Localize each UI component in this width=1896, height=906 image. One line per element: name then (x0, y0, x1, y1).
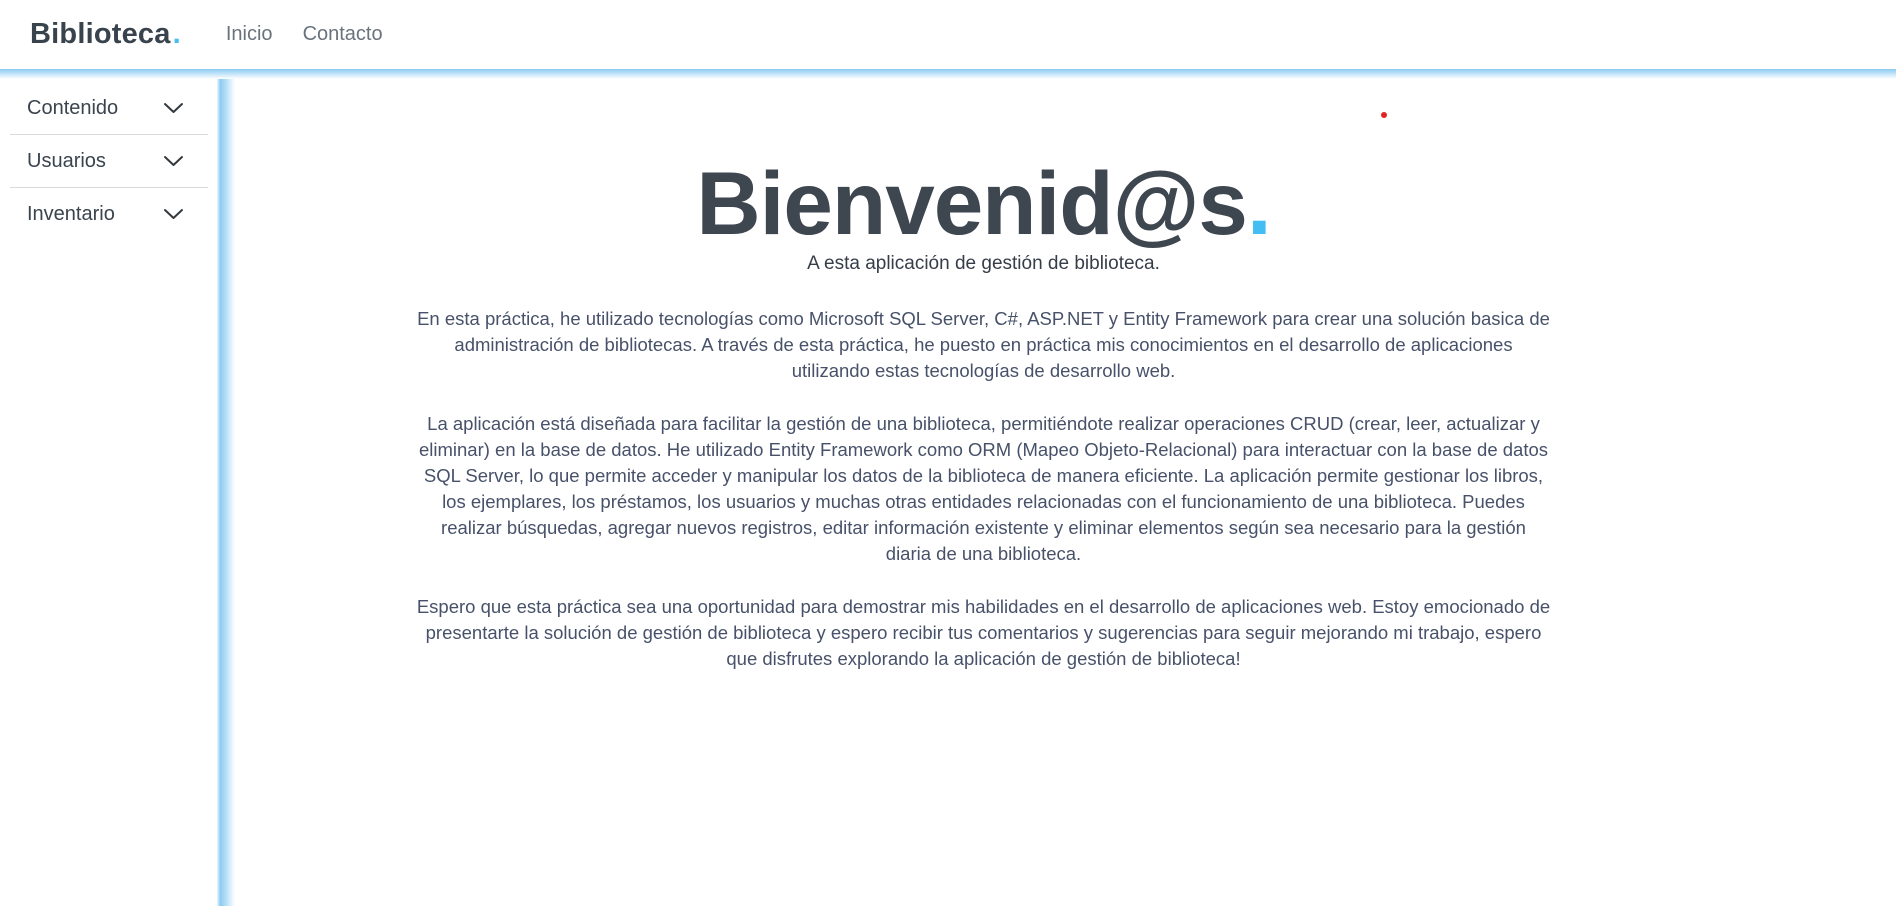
page-title (416, 155, 1551, 251)
sidebar-item-contenido[interactable] (0, 82, 218, 134)
main-content (218, 69, 1896, 906)
brand-logo[interactable] (30, 18, 181, 51)
brand-accent-dot: . (172, 18, 181, 50)
page-title-text: Bienvenid@s (696, 153, 1247, 253)
welcome-section (416, 155, 1551, 672)
sidebar-right-border (217, 79, 235, 906)
top-navbar (0, 0, 1896, 69)
sidebar-item-label: Contenido (27, 96, 119, 119)
page-subtitle: A esta aplicación de gestión de biblioteca. (807, 253, 1160, 275)
nav-link-contacto[interactable]: Contacto (302, 23, 383, 45)
main-nav (226, 23, 383, 46)
nav-link-inicio[interactable]: Inicio (225, 23, 273, 45)
sidebar-item-usuarios[interactable] (0, 135, 218, 187)
sidebar-item-label: Usuarios (27, 149, 106, 172)
navbar-bottom-border (0, 69, 1896, 79)
intro-paragraph-2: La aplicación está diseñada para facilitar la gestión de una biblioteca, permitiéndote realizar operaciones CRUD (crear, leer, actualizar y eliminar) en la base de datos. He utilizado Entity Framework como ORM (Mapeo Objeto-Relacional) para interactuar con la base de datos SQL Server, lo que permite acceder y manipular los datos de la biblioteca de manera eficiente. La aplicación permite gestionar los libros, los ejemplares, los préstamos, los usuarios y muchas otras entidades relacionadas con el funcionamiento de una biblioteca. Puedes realizar búsquedas, agregar nuevos registros, editar información existente y eliminar elementos según sea necesario para la gestión diaria de una biblioteca. (418, 413, 1549, 565)
sidebar-item-inventario[interactable] (0, 188, 218, 240)
brand-name: Biblioteca (30, 18, 171, 50)
red-status-dot (1381, 112, 1387, 118)
sidebar (0, 69, 218, 906)
intro-paragraph-1: En esta práctica, he utilizado tecnologías como Microsoft SQL Server, C#, ASP.NET y Entity Framework para crear una solución basica de administración de bibliotecas. A través de esta práctica, he puesto en práctica mis conocimientos en el desarrollo de aplicaciones utilizando estas tecnologías de desarrollo web. (417, 308, 1550, 382)
intro-paragraph-3: Espero que esta práctica sea una oportunidad para demostrar mis habilidades en el desarrollo de aplicaciones web. Estoy emocionado de presentarte la solución de gestión de biblioteca y espero recibir tus comentarios y sugerencias para seguir mejorando mi trabajo, espero que disfrutes explorando la aplicación de gestión de biblioteca! (416, 596, 1551, 670)
chevron-down-icon (163, 102, 184, 114)
sidebar-item-label: Inventario (27, 202, 115, 225)
chevron-down-icon (163, 208, 184, 220)
chevron-down-icon (163, 155, 184, 167)
title-accent-dot: . (1246, 153, 1271, 253)
